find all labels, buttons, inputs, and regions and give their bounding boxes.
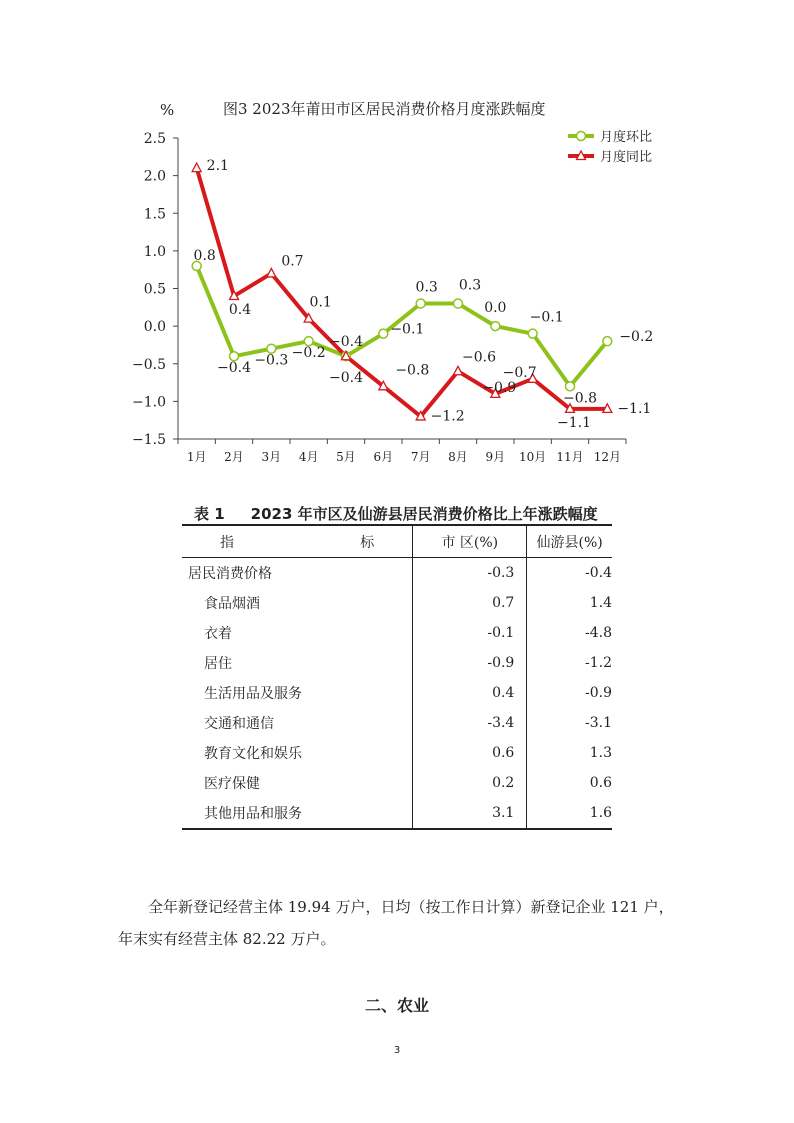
table-caption	[182, 503, 614, 524]
row-city-value: 0.2	[413, 768, 527, 798]
data-label: −0.6	[462, 349, 496, 366]
row-indicator: 居民消费价格	[188, 566, 272, 582]
x-tick-label: 3月	[261, 450, 282, 464]
y-unit-label: %	[160, 101, 175, 119]
row-county-value: -1.2	[527, 648, 612, 678]
series-line-1	[197, 168, 608, 416]
data-point	[416, 299, 425, 308]
legend	[568, 129, 652, 165]
row-indicator: 交通和通信	[204, 716, 274, 732]
cpi-monthly-line-chart	[0, 0, 794, 480]
row-indicator: 医疗保健	[204, 776, 260, 792]
table-row	[182, 708, 612, 738]
row-indicator: 居住	[204, 656, 232, 672]
data-point	[454, 366, 463, 375]
table-row	[182, 558, 612, 589]
row-city-value: -3.4	[413, 708, 527, 738]
y-tick-label: 2.0	[143, 168, 166, 185]
y-tick-label: 1.5	[143, 206, 166, 223]
y-tick-label: 0.5	[143, 281, 166, 298]
data-point	[454, 299, 463, 308]
row-indicator: 生活用品及服务	[204, 686, 302, 702]
data-label: −0.7	[502, 364, 537, 381]
x-tick-label: 5月	[336, 450, 356, 464]
y-tick-label: 1.0	[143, 243, 166, 260]
y-tick-label: 0.0	[143, 319, 166, 336]
row-county-value: -0.9	[527, 678, 612, 708]
cpi-comparison-table	[182, 524, 612, 830]
y-tick-label: 2.5	[143, 131, 166, 147]
table-row	[182, 768, 612, 798]
row-county-value: 1.3	[527, 738, 612, 768]
data-label: −1.1	[617, 400, 652, 417]
data-label: −0.4	[217, 360, 251, 377]
legend-label: 月度同比	[600, 150, 653, 165]
row-city-value: 0.6	[413, 738, 527, 768]
row-indicator: 衣着	[204, 626, 232, 642]
data-label: −1.1	[557, 414, 591, 431]
y-tick-label: −0.5	[132, 356, 166, 373]
data-label: 0.0	[484, 300, 507, 317]
legend-marker	[577, 132, 586, 141]
data-label: −1.2	[430, 408, 465, 425]
data-label: −0.8	[563, 390, 597, 407]
registration-paragraph: 全年新登记经营主体 19.94 万户，日均（按工作日计算）新登记企业 121 户，年末实有经营主体 82.22 万户。	[118, 898, 674, 948]
header-indicator-char-1: 指	[220, 534, 234, 551]
y-tick-label: −1.5	[132, 432, 166, 448]
data-point	[603, 337, 612, 346]
row-city-value: 0.4	[413, 678, 527, 708]
data-label: 0.8	[193, 247, 216, 264]
x-tick-label: 8月	[448, 450, 468, 464]
x-tick-label: 7月	[410, 450, 431, 464]
row-county-value: 1.4	[527, 588, 612, 618]
row-city-value: 3.1	[413, 798, 527, 829]
row-city-value: -0.9	[413, 648, 527, 678]
data-label: −0.4	[329, 370, 363, 387]
table-body	[182, 558, 612, 830]
table-row	[182, 588, 612, 618]
section-heading: 二、农业	[364, 996, 429, 1015]
table-caption-number: 表 1	[194, 505, 225, 523]
header-indicator	[182, 525, 413, 558]
header-city: 市 区(%)	[413, 525, 527, 558]
page-number: 3	[393, 1045, 401, 1056]
data-label: −0.1	[390, 321, 425, 338]
data-label: −0.9	[482, 379, 517, 396]
header-county: 仙游县(%)	[527, 525, 612, 558]
row-city-value: -0.3	[413, 558, 527, 589]
x-tick-label: 9月	[485, 450, 506, 464]
data-label: −0.1	[529, 309, 564, 326]
x-tick-label: 12月	[593, 450, 621, 464]
data-label: 0.1	[309, 294, 332, 311]
x-tick-label: 6月	[373, 450, 394, 464]
data-label: −0.4	[329, 334, 363, 351]
legend-label: 月度环比	[600, 130, 653, 145]
row-county-value: -4.8	[527, 618, 612, 648]
data-point	[379, 329, 388, 338]
row-indicator: 食品烟酒	[204, 596, 260, 612]
data-point	[491, 322, 500, 331]
row-county-value: -0.4	[527, 558, 612, 589]
row-county-value: -3.1	[527, 708, 612, 738]
x-tick-label: 4月	[298, 450, 319, 464]
x-tick-label: 2月	[224, 450, 244, 464]
chart-title: 图3 2023年莆田市区居民消费价格月度涨跌幅度	[223, 100, 546, 118]
data-label: −0.2	[291, 345, 326, 362]
row-indicator: 其他用品和服务	[204, 806, 302, 822]
table-row	[182, 738, 612, 768]
series-lines	[192, 163, 612, 420]
data-point	[528, 329, 537, 338]
table-header-row	[182, 525, 612, 558]
data-label: −0.8	[395, 362, 430, 379]
data-label: 0.7	[281, 253, 304, 270]
data-point	[267, 268, 276, 277]
data-label: 2.1	[206, 158, 229, 175]
y-tick-label: −1.0	[132, 394, 166, 411]
x-tick-label: 1月	[186, 450, 207, 464]
data-point	[192, 163, 201, 172]
table-caption-title: 2023 年市区及仙游县居民消费价格比上年涨跌幅度	[250, 505, 598, 523]
table-row	[182, 648, 612, 678]
table-row	[182, 618, 612, 648]
row-city-value: 0.7	[413, 588, 527, 618]
data-label: −0.3	[254, 352, 289, 369]
data-label: −0.2	[619, 329, 654, 346]
row-county-value: 1.6	[527, 798, 612, 829]
data-label: 0.3	[458, 277, 482, 294]
table-row	[182, 678, 612, 708]
table-row	[182, 798, 612, 829]
data-labels	[194, 158, 654, 431]
x-tick-label: 10月	[519, 450, 547, 464]
row-indicator: 教育文化和娱乐	[204, 746, 302, 762]
axes	[132, 131, 626, 464]
data-label: 0.3	[415, 279, 438, 296]
row-county-value: 0.6	[527, 768, 612, 798]
x-tick-label: 11月	[556, 450, 584, 464]
row-city-value: -0.1	[413, 618, 527, 648]
header-indicator-char-2: 标	[360, 534, 375, 551]
data-label: 0.4	[228, 302, 252, 319]
